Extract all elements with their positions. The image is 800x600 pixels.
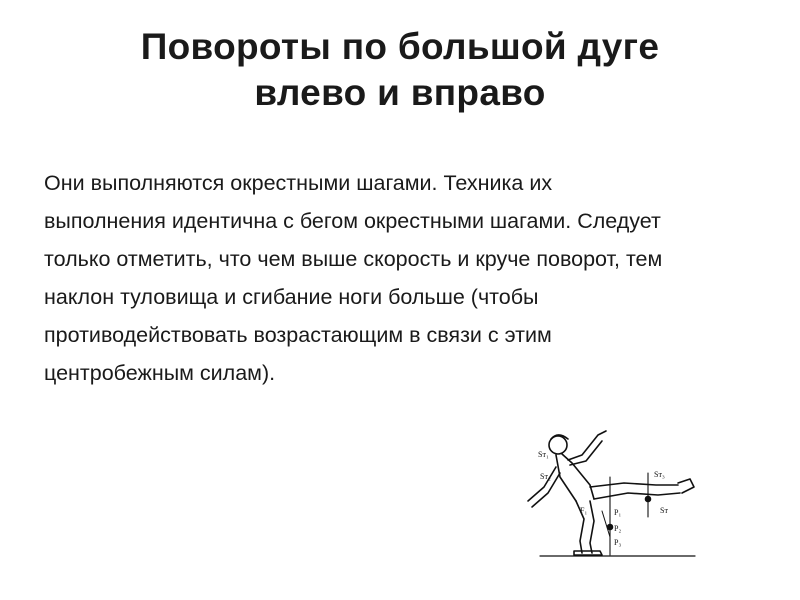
- diagram-label-st: Sт: [660, 506, 668, 515]
- skater-diagram: [510, 415, 710, 575]
- body-paragraph-2: выполнения идентична с бегом окрестными шагами. Следует: [44, 209, 661, 233]
- slide-title-line-2: влево и вправо: [254, 72, 546, 113]
- slide-body: [44, 170, 744, 398]
- body-paragraph-3: только отметить, что чем выше скорость и круче поворот, тем: [44, 247, 663, 271]
- diagram-label-p1: Р₁: [614, 508, 622, 517]
- slide-title: [40, 24, 760, 116]
- slide-title-line-1: Повороты по большой дуге: [140, 26, 660, 67]
- diagram-label-st3: Sт₃: [654, 470, 665, 479]
- diagram-label-p2: Р₂: [614, 524, 622, 533]
- body-paragraph-4: наклон туловища и сгибание ноги больше (чтобы: [44, 285, 539, 309]
- body-paragraph-5: противодействовать возрастающим в связи с этим: [44, 323, 552, 347]
- skater-drawing: [510, 415, 710, 575]
- diagram-label-st1: Sт₁: [538, 450, 549, 459]
- diagram-label-f1: F₁: [580, 506, 588, 515]
- diagram-label-p3: Р₃: [614, 538, 622, 547]
- body-paragraph-1: Они выполняются окрестными шагами. Техника их: [44, 171, 553, 195]
- diagram-label-st2: Sт₂: [540, 472, 551, 481]
- body-paragraph-6: центробежным силам).: [44, 361, 276, 385]
